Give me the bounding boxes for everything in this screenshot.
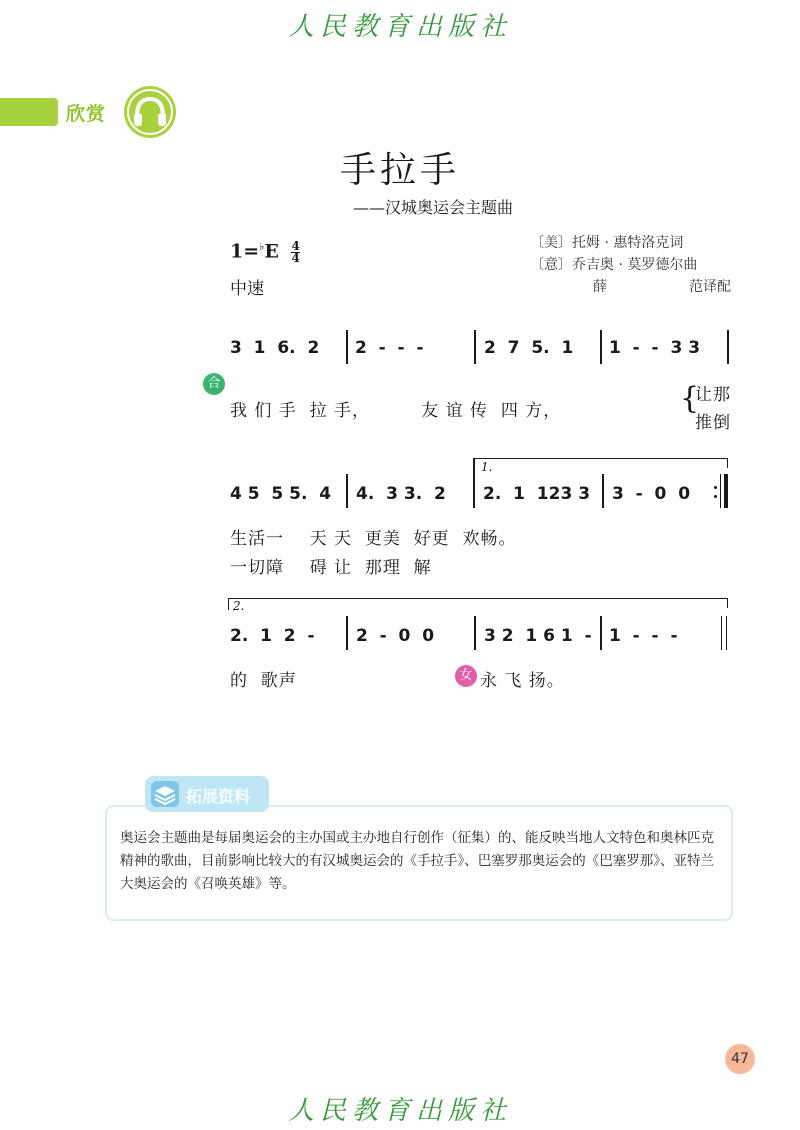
chorus-badge: 合 [203, 373, 225, 395]
measure-1-4: 1 - - 3 3 [609, 338, 701, 358]
barline [346, 474, 348, 508]
translator-family: 范译配 [689, 279, 731, 295]
extension-text: 奥运会主题曲是每届奥运会的主办国或主办地自行创作（征集）的、能反映当地人文特色和奥林匹克精神的歌曲，目前影响比较大的有汉城奥运会的《手拉手》、巴塞罗那奥运会的《巴塞罗那》、亚特兰大奥运会的《召唤英雄》等。 [120, 830, 714, 892]
final-barline [726, 616, 727, 650]
stack-layers-icon [150, 780, 180, 812]
measure-2-1: 4 5 5 5. 4 [230, 484, 332, 504]
song-subtitle: ——汉城奥运会主题曲 [353, 198, 514, 217]
barline [474, 616, 476, 650]
lyrics-line-2-verse1: 生活一 天 天 更美 好更 欢畅。 [230, 529, 517, 549]
repeat-dot [714, 486, 717, 489]
volta-bracket-2-start [228, 598, 229, 610]
measure-1-2: 2 - - - [355, 338, 424, 358]
section-bar [0, 98, 58, 126]
volta-bracket-2-end [727, 598, 728, 608]
barline [346, 330, 348, 364]
song-title: 手拉手 [339, 150, 460, 191]
lyricist-credit: 〔美〕托姆 · 惠特洛克词 [530, 235, 684, 251]
tempo-marking: 中速 [230, 279, 264, 299]
publisher-footer: 人民教育出版社 [287, 1096, 512, 1126]
extension-title: 拓展资料 [186, 787, 251, 806]
barline [602, 474, 604, 508]
composer-credit: 〔意〕乔吉奥 · 莫罗德尔曲 [530, 257, 698, 273]
translator-given: 薛 [593, 279, 607, 295]
measure-2-2: 4. 3 3. 2 [356, 484, 446, 504]
first-ending-label: 1. [481, 460, 493, 474]
time-bottom: 4 [291, 250, 300, 265]
section-label: 欣赏 [66, 103, 107, 125]
volta-bracket-2 [228, 598, 728, 599]
publisher-header: 人民教育出版社 [287, 12, 512, 42]
lyrics-verse1-end: 让那 [695, 385, 731, 405]
female-badge: 女 [455, 665, 477, 687]
measure-3-3: 3 2 1 6 1 - [484, 626, 592, 646]
measure-2-4: 3 - 0 0 [612, 484, 691, 504]
barline [474, 330, 476, 364]
barline [346, 616, 348, 650]
measure-1-3: 2 7 5. 1 [484, 338, 574, 358]
key-prefix: 1= [230, 240, 260, 263]
measure-3-1: 2. 1 2 - [230, 626, 315, 646]
time-top: 4 [291, 238, 300, 253]
lyrics-line-3-end: 永 飞 扬。 [480, 671, 565, 691]
repeat-barline-thin [720, 474, 721, 508]
measure-3-2: 2 - 0 0 [356, 626, 435, 646]
headphones-icon[interactable] [124, 86, 176, 138]
final-barline-thin [721, 616, 722, 650]
second-ending-label: 2. [233, 599, 245, 613]
volta-bracket-1-end [727, 458, 728, 468]
volta-start [473, 458, 475, 508]
flat-sign: ♭ [259, 240, 265, 253]
time-signature [291, 238, 300, 265]
volta-bracket-1 [473, 458, 728, 459]
page-number: 47 [725, 1044, 755, 1074]
lyrics-line-3: 的 歌声 [230, 671, 297, 691]
lyrics-verse2-end: 推倒 [695, 413, 731, 433]
measure-3-4: 1 - - - [609, 626, 678, 646]
barline [600, 330, 602, 364]
barline [600, 616, 602, 650]
measure-1-1: 3 1 6. 2 [230, 338, 320, 358]
lyrics-line-1: 我 们 手 拉 手， 友 谊 传 四 方， [230, 401, 562, 421]
repeat-barline-thick [724, 474, 728, 508]
measure-2-3: 2. 1 123 3 [483, 484, 591, 504]
barline [727, 330, 729, 364]
lyrics-line-2-verse2: 一切障 碍 让 那理 解 [230, 558, 432, 578]
repeat-dot [714, 495, 717, 498]
verse-brace: { [680, 381, 700, 416]
key-signature [230, 240, 300, 264]
key-note: E [264, 240, 279, 263]
